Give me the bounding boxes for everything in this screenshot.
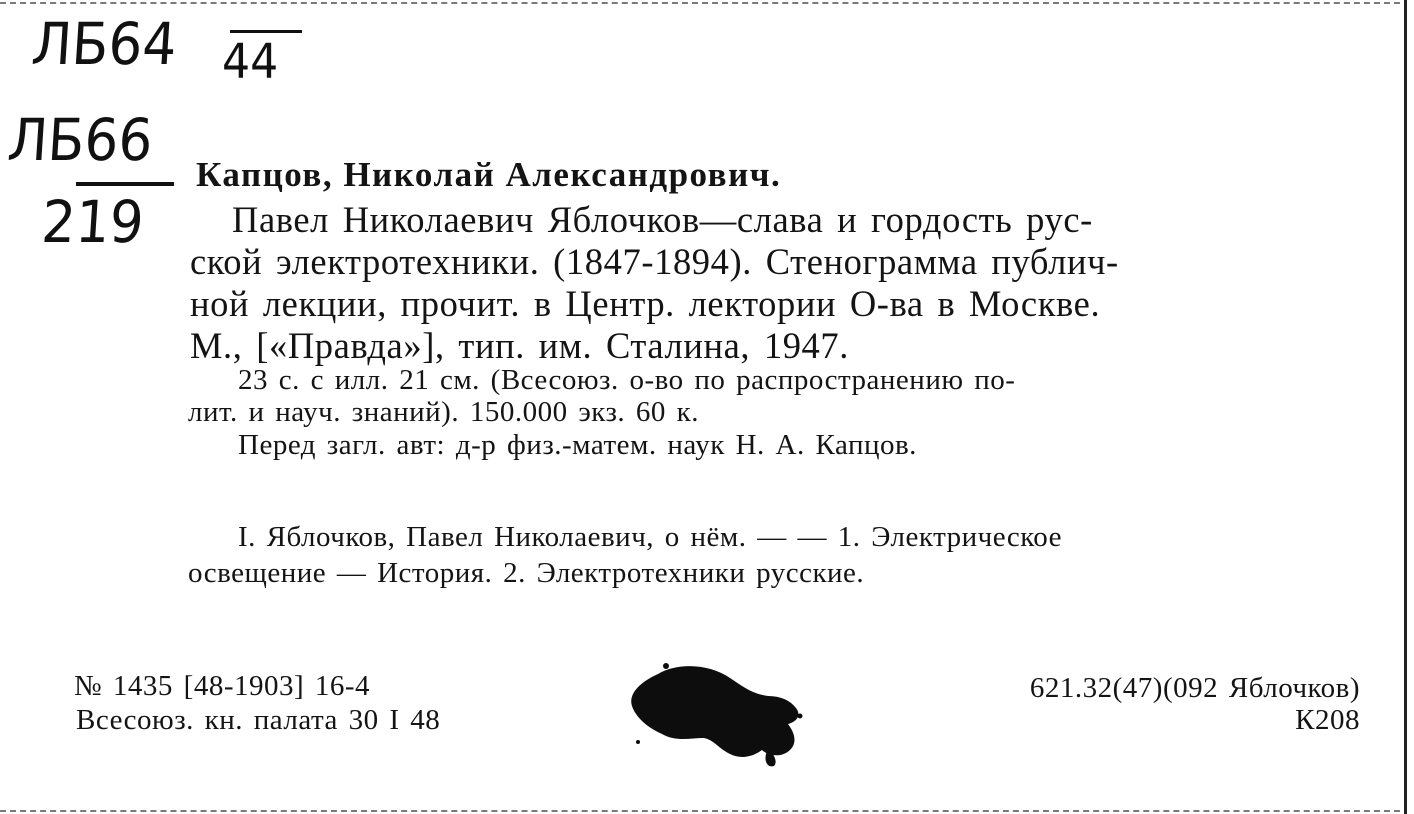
handwritten-divider	[76, 182, 174, 186]
handwritten-fraction-bar	[230, 30, 302, 33]
author-mark: К208	[1295, 704, 1360, 736]
handwritten-shelfmark-3: 219	[39, 188, 146, 256]
classification-code: 621.32(47)(092 Яблочков)	[1029, 672, 1360, 704]
handwritten-shelfmark-1: ЛБ64	[29, 10, 179, 78]
chamber-imprint: Всесоюз. кн. палата 30 I 48	[76, 704, 441, 736]
collation-line: лит. и науч. знаний). 150.000 экз. 60 к.	[188, 396, 700, 428]
card-bottom-edge	[0, 810, 1400, 812]
handwritten-shelfmark-fraction: 44	[222, 34, 279, 90]
subject-tracing-line: освещение — История. 2. Электротехники русские.	[188, 557, 865, 589]
ink-blot	[618, 656, 808, 768]
title-line: ской электротехники. (1847-1894). Стенограмма публич-	[190, 241, 1119, 282]
card-right-edge	[1404, 0, 1407, 814]
imprint-line: М., [«Правда»], тип. им. Сталина, 1947.	[190, 325, 849, 366]
card-number: № 1435 [48-1903] 16-4	[74, 670, 371, 702]
handwritten-shelfmark-2: ЛБ66	[5, 106, 155, 174]
title-line: ной лекции, прочит. в Центр. лектории О-ва в Москве.	[190, 283, 1101, 324]
author-note: Перед загл. авт: д-р физ.-матем. наук Н. А. Капцов.	[238, 429, 917, 461]
subject-tracing-line: I. Яблочков, Павел Николаевич, о нём. — — 1. Электрическое	[238, 521, 1063, 553]
author-heading: Капцов, Николай Александрович.	[196, 155, 782, 194]
card-top-edge	[0, 2, 1400, 4]
title-line: Павел Николаевич Яблочков—слава и гордость рус-	[232, 199, 1093, 240]
collation-line: 23 с. с илл. 21 см. (Всесоюз. о-во по распространению по-	[238, 364, 1016, 396]
